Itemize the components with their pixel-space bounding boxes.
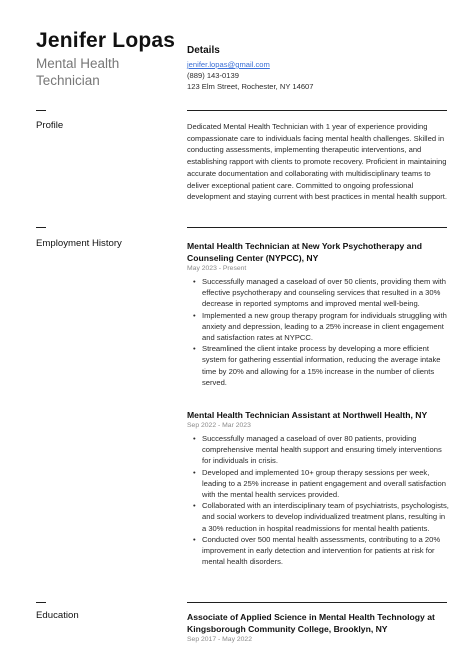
employment-rule-right [187, 227, 447, 228]
job-bullet: • Successfully managed a caseload of over 50 clients, providing them with effective psychotherapy and counseling services that resulted in a 30% decrease in reported symptoms and improved mental well-being. [202, 276, 449, 310]
education-heading: Education [36, 610, 79, 621]
profile-rule-left [36, 110, 46, 111]
job-bullet: • Conducted over 500 mental health assessments, contributing to a 20% improvement in early detection and intervention for patients at risk for mental health disorders. [202, 534, 449, 568]
job-bullet: • Implemented a new group therapy program for individuals struggling with anxiety and depression, leading to a 25% increase in client engagement and satisfaction rates at NYPCC. [202, 310, 449, 344]
address: 123 Elm Street, Rochester, NY 14607 [187, 82, 314, 91]
candidate-name: Jenifer Lopas [36, 29, 176, 52]
job-dates: May 2023 - Present [187, 265, 247, 272]
profile-heading: Profile [36, 120, 64, 131]
employment-rule-left [36, 227, 46, 228]
job-bullet: • Collaborated with an interdisciplinary team of psychiatrists, psychologists, and social workers to develop individualized treatment plans, resulting in a 30% reduction in hospital readmissions for mental health patients. [202, 500, 449, 534]
phone-number: (889) 143-0139 [187, 71, 239, 80]
details-heading: Details [187, 45, 220, 56]
candidate-title: Mental Health Technician [36, 56, 120, 88]
job-title: Mental Health Technician at New York Psychotherapy and Counseling Center (NYPCC), NY [187, 241, 422, 263]
job-dates: Sep 2022 - Mar 2023 [187, 422, 251, 429]
employment-heading: Employment History [36, 238, 122, 249]
profile-rule-right [187, 110, 447, 111]
job-bullets [187, 276, 449, 388]
job-bullets [187, 433, 449, 567]
job-entry [187, 409, 449, 567]
degree-title: Associate of Applied Science in Mental Health Technology at Kingsborough Community College, Brooklyn, NY [187, 612, 435, 634]
education-rule-right [187, 602, 447, 603]
education-dates: Sep 2017 - May 2022 [187, 636, 252, 643]
education-rule-left [36, 602, 46, 603]
job-bullet: • Streamlined the client intake process by developing a more efficient system for gathering essential information, reducing the average intake time by 20% and allowing for a 15% increase in the number of clients served. [202, 343, 449, 388]
email-link[interactable]: jenifer.lopas@gmail.com [187, 60, 270, 69]
job-bullet: • Developed and implemented 10+ group therapy sessions per week, leading to a 25% increase in patient engagement and overall satisfaction with the mental health services provided. [202, 467, 449, 501]
job-title: Mental Health Technician Assistant at Northwell Health, NY [187, 410, 428, 420]
profile-summary: Dedicated Mental Health Technician with 1 year of experience providing compassionate care to individuals facing mental health challenges. Skilled in conducting assessments, implementing therapeutic interventions, and establishing rapport with clients to promote recovery. Proficient in maintaining accurate documentation and collaborating with multidisciplinary teams to deliver exceptional patient care. Committed to ongoing professional development and staying current with best practices in mental health support. [187, 122, 448, 202]
education-entry [187, 611, 449, 647]
details-block [187, 45, 447, 92]
job-entry [187, 240, 449, 388]
job-bullet: • Successfully managed a caseload of over 80 patients, providing comprehensive mental health support and ensuring timely interventions for individuals in crisis. [202, 433, 449, 467]
